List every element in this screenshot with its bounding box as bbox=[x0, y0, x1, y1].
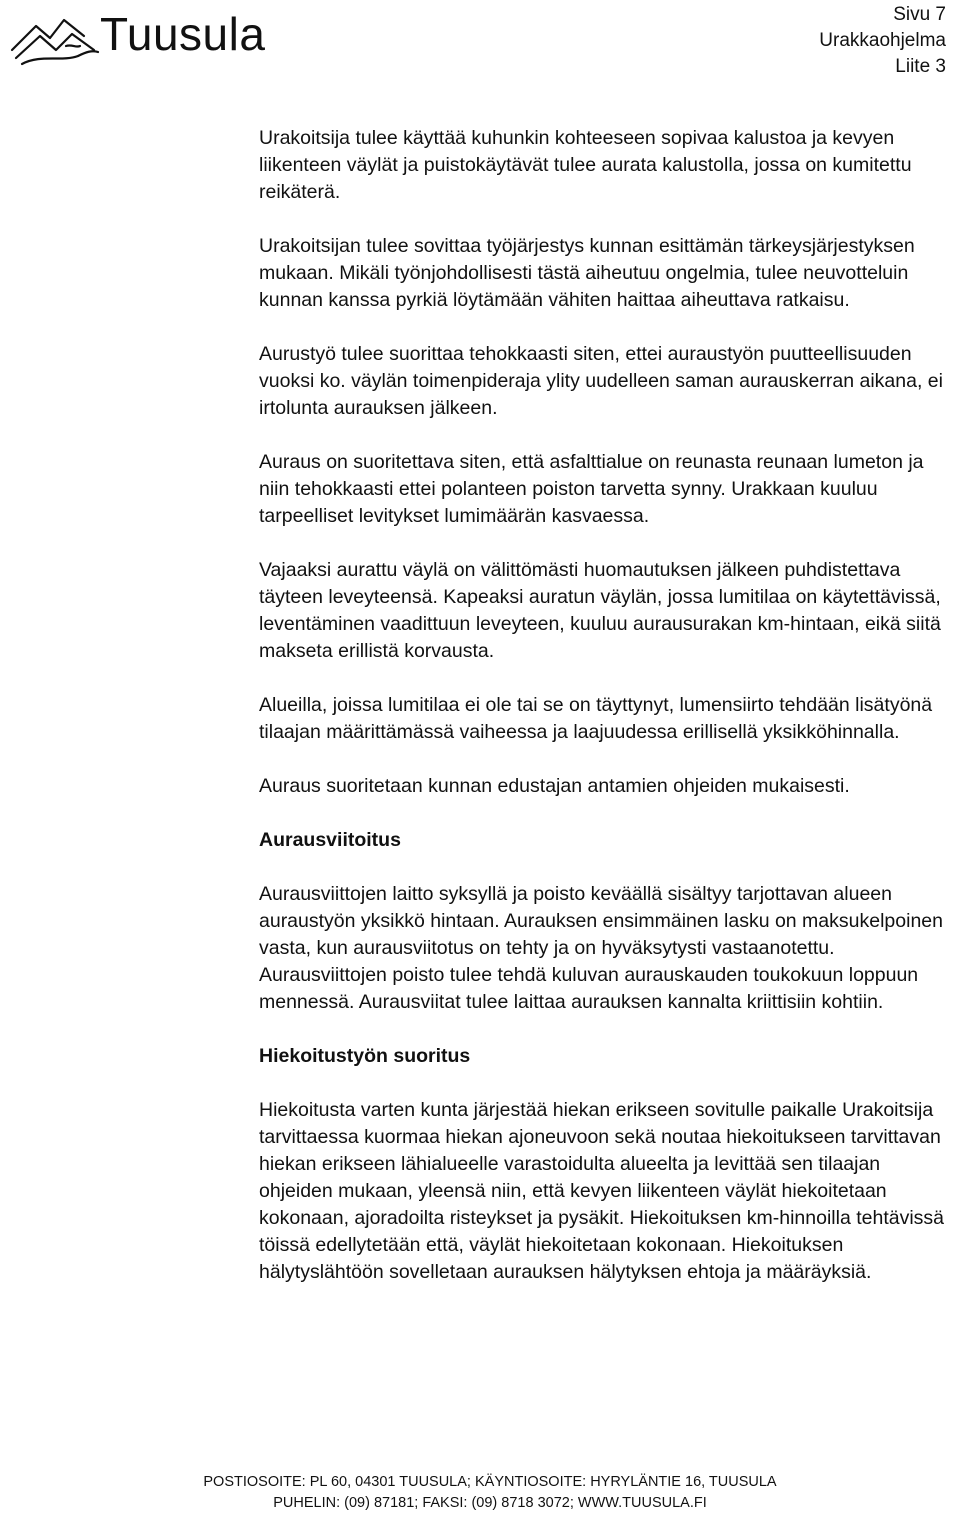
document-body bbox=[259, 125, 949, 1286]
paragraph-snow-markers: Aurausviittojen laitto syksyllä ja poisto keväällä sisältyy tarjottavan alueen auraustyön yksikkö hintaan. Aurauksen ensimmäinen lasku on maksukelpoinen vasta, kun aurausviitotus on tehty ja on hyväksytysti vastaanotettu. Aurausviittojen poisto tulee tehdä kuluvan aurauskauden toukokuun loppuun mennessä. Aurausviitat tulee laittaa aurauksen kannalta kriittisiin kohtiin. bbox=[259, 883, 943, 1013]
document-title: Urakkaohjelma bbox=[819, 30, 946, 51]
logo-text: Tuusula bbox=[100, 8, 266, 60]
paragraph-snow-transfer: Alueilla, joissa lumitilaa ei ole tai se on täyttynyt, lumensiirto tehdään lisätyönä tilaajan määrittämässä vaiheessa ja laajuudessa erillisellä yksikköhinnalla. bbox=[259, 694, 933, 743]
paragraph-width-correction: Vajaaksi aurattu väylä on välittömästi huomautuksen jälkeen puhdistettava täyteen leveyteensä. Kapeaksi auratun väylän, jossa lumitilaa on käytettävissä, leventäminen vaadittuun leveyteen, kuuluu aurausurakan km-hintaan, eikä siitä makseta erillistä korvausta. bbox=[259, 559, 941, 662]
paragraph-plowing-method: Auraus on suoritettava siten, että asfalttialue on reunasta reunaan lumeton ja niin tehokkaasti ettei polanteen poiston tarvetta synny. Urakkaan kuuluu tarpeelliset levitykset lumimäärän kasvaessa. bbox=[259, 451, 924, 527]
paragraph-equipment: Urakoitsija tulee käyttää kuhunkin kohteeseen sopivaa kalustoa ja kevyen liikenteen väylät ja puistokäytävät tulee aurata kalustolla, jossa on kumitettu reikäterä. bbox=[259, 127, 912, 203]
page-footer bbox=[0, 1472, 960, 1514]
municipality-logo bbox=[6, 6, 265, 70]
section-heading-snow-markers: Aurausviitoitus bbox=[259, 829, 401, 851]
footer-contact: PUHELIN: (09) 87181; FAKSI: (09) 8718 3072; WWW.TUUSULA.FI bbox=[273, 1495, 707, 1511]
paragraph-sanding: Hiekoitusta varten kunta järjestää hiekan erikseen sovitulle paikalle Urakoitsija tarvittaessa kuormaa hiekan ajoneuvoon sekä noutaa hiekoitukseen tarvittavan hiekan erikseen lähialueelle varastoidulta alueelta ja levittää sen tilaajan ohjeiden mukaan, yleensä niin, että kevyen liikenteen väylät hiekoitetaan kokonaan, ajoradoilta risteykset ja pysäkit. Hiekoituksen km-hinnoilla tehtävissä töissä edellytetään että, väylät hiekoitetaan kokonaan. Hiekoituksen hälytyslähtöön sovelletaan aurauksen hälytyksen ehtoja ja määräyksiä. bbox=[259, 1099, 945, 1283]
page-number: Sivu 7 bbox=[893, 4, 946, 25]
paragraph-work-order: Urakoitsijan tulee sovittaa työjärjestys kunnan esittämän tärkeysjärjestyksen mukaan. Mikäli työnjohdollisesti tästä aiheutuu ongelmia, tulee neuvotteluin kunnan kanssa pyrkiä löytämään vähiten haittaa aiheuttava ratkaisu. bbox=[259, 235, 915, 311]
section-heading-sanding: Hiekoitustyön suoritus bbox=[259, 1045, 471, 1067]
tuusula-emblem-icon bbox=[6, 6, 102, 70]
paragraph-instructions: Auraus suoritetaan kunnan edustajan antamien ohjeiden mukaisesti. bbox=[259, 775, 850, 797]
page-header-info bbox=[819, 2, 946, 80]
attachment-label: Liite 3 bbox=[895, 56, 946, 77]
paragraph-plowing-efficiency: Aurustyö tulee suorittaa tehokkaasti siten, ettei auraustyön puutteellisuuden vuoksi ko. väylän toimenpideraja ylity uudelleen saman aurauskerran aikana, ei irtolunta aurauksen jälkeen. bbox=[259, 343, 943, 419]
footer-address: POSTIOSOITE: PL 60, 04301 TUUSULA; KÄYNTIOSOITE: HYRYLÄNTIE 16, TUUSULA bbox=[203, 1474, 777, 1490]
